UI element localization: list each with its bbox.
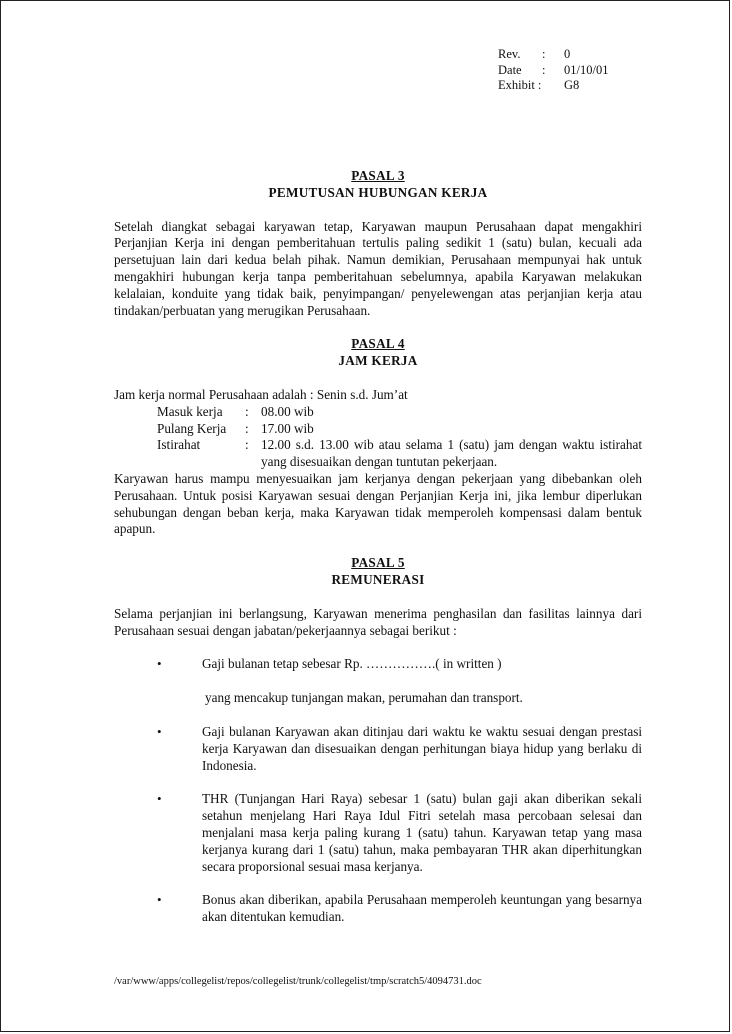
pasal4-body: Karyawan harus mampu menyesuaikan jam kerjanya dengan pekerjaan yang dibebankan oleh Perusahaan. Untuk posisi Karyawan sesuai dengan Perjanjian Kerja ini, jika lembur diperlukan sehubungan dengan beban kerja, maka Karyawan tidak memperoleh kompensasi dalam bentuk apapun.	[114, 470, 642, 537]
rev-row	[498, 47, 608, 63]
schedule-value: 08.00 wib	[261, 403, 314, 419]
remuneration-list	[114, 656, 642, 673]
bullet-icon: •	[157, 723, 162, 739]
schedule-colon: :	[245, 437, 249, 453]
document-body	[114, 168, 642, 926]
schedule-row-istirahat	[114, 437, 642, 471]
file-path-footer: /var/www/apps/collegelist/repos/collegelist/trunk/collegelist/tmp/scratch5/4094731.doc	[114, 976, 482, 987]
pasal3-heading	[114, 168, 642, 202]
list-item	[114, 724, 642, 774]
exhibit-row	[498, 78, 608, 94]
schedule-label: Pulang Kerja	[157, 420, 227, 436]
bullet-text: Gaji bulanan Karyawan akan ditinjau dari waktu ke waktu sesuai dengan prestasi kerja Karyawan dan disesuaikan dengan perhitungan biaya hidup yang berlaku di Indonesia.	[202, 723, 642, 773]
date-value: 01/10/01	[564, 62, 609, 77]
pasal5-number: PASAL 5	[351, 555, 405, 571]
remuneration-list-cont	[114, 724, 642, 926]
pasal5-heading	[114, 555, 642, 589]
bullet-icon: •	[157, 791, 162, 807]
schedule-label: Masuk kerja	[157, 403, 223, 419]
bullet-icon: •	[157, 656, 162, 672]
bullet-text: Gaji bulanan tetap sebesar Rp. …………….( in written )	[202, 656, 502, 672]
bullet-text: THR (Tunjangan Hari Raya) sebesar 1 (satu) bulan gaji akan diberikan sekali setahun menjelang Hari Raya Idul Fitri setelah masa percobaan selesai dan menjalani masa kerja paling kurang 1 (satu) tahun. Karyawan tetap yang masa kerjanya kurang dari 1 (satu) tahun, maka pembayaran THR akan diperhitungkan secara proporsional sesuai masa kerjanya.	[202, 791, 642, 874]
schedule-row-pulang	[114, 421, 642, 438]
bullet-text: Bonus akan diberikan, apabila Perusahaan memperoleh keuntungan yang besarnya akan ditentukan kemudian.	[202, 892, 642, 925]
pasal4-intro: Jam kerja normal Perusahaan adalah : Senin s.d. Jum’at	[114, 386, 408, 402]
rev-value: 0	[564, 47, 571, 61]
date-colon: :	[542, 62, 546, 77]
exhibit-value: G8	[564, 78, 580, 92]
bullet1-note: yang mencakup tunjangan makan, perumahan dan transport.	[205, 690, 523, 706]
work-schedule	[114, 404, 642, 471]
list-item	[114, 791, 642, 875]
pasal3-body: Setelah diangkat sebagai karyawan tetap, Karyawan maupun Perusahaan dapat mengakhiri Perjanjian Kerja ini dengan pemberitahuan tertulis paling sedikit 1 (satu) bulan, kecuali ada persetujuan lain dari kedua belah pihak. Namun demikian, Perusahaan mempunyai hak untuk mengakhiri hubungan kerja tanpa pemberitahuan sebelumnya, apabila Karyawan melakukan kelalaian, konduite yang tidak baik, penyimpangan/ penyelewengan atas perjanjian kerja atau tindakan/perbuatan yang merugikan Perusahaan.	[114, 218, 642, 318]
pasal3-title: PEMUTUSAN HUBUNGAN KERJA	[268, 184, 488, 200]
schedule-colon: :	[245, 403, 249, 419]
schedule-label: Istirahat	[157, 437, 201, 453]
bullet-icon: •	[157, 892, 162, 908]
rev-colon: :	[542, 47, 546, 61]
rev-label: Rev.	[498, 47, 521, 61]
list-item	[114, 892, 642, 926]
pasal5-title: REMUNERASI	[331, 571, 425, 587]
pasal4-number: PASAL 4	[351, 336, 405, 352]
pasal4-title: JAM KERJA	[338, 353, 418, 369]
date-row	[498, 63, 608, 79]
schedule-colon: :	[245, 420, 249, 436]
pasal5-intro: Selama perjanjian ini berlangsung, Karyawan menerima penghasilan dan fasilitas lainnya dari Perusahaan sesuai dengan jabatan/pekerjaannya sebagai berikut :	[114, 605, 642, 638]
pasal3-number: PASAL 3	[351, 168, 405, 183]
pasal4-heading	[114, 336, 642, 370]
date-label: Date	[498, 62, 522, 77]
schedule-row-masuk	[114, 404, 642, 421]
exhibit-label: Exhibit :	[498, 78, 542, 92]
schedule-value: 12.00 s.d. 13.00 wib atau selama 1 (satu) jam dengan waktu istirahat yang disesuaikan dengan tuntutan pekerjaan.	[261, 437, 642, 470]
schedule-value: 17.00 wib	[261, 420, 314, 436]
list-item	[114, 656, 642, 673]
revision-block	[498, 47, 608, 94]
